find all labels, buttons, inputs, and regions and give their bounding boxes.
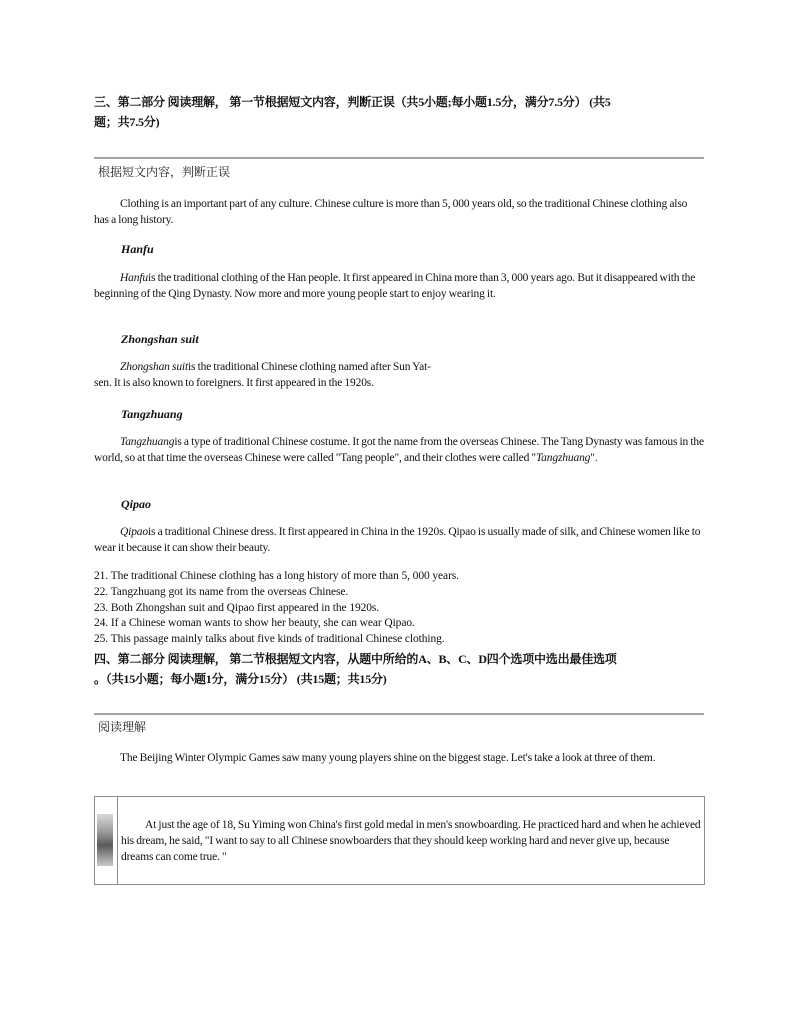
section3-heading-line1: 三、第二部分 阅读理解， 第一节根据短文内容，判断正误（共5小题;每小题1.5分，满分7.5分） (共5 <box>94 95 611 109</box>
tangzhuang-quote-word: Tangzhuang <box>535 451 591 464</box>
qipao-title: Qipao <box>121 497 151 511</box>
section4-subhead: 阅读理解 <box>98 720 147 734</box>
zhongshan-text-line1: is the traditional Chinese clothing named after Sun Yat- <box>188 361 431 373</box>
section4-heading-line2: 。（共15小题；每小题1分，满分15分） (共15题；共15分) <box>94 672 387 686</box>
divider <box>94 157 704 159</box>
section3-heading <box>94 92 704 132</box>
tangzhuang-lead: Tangzhuang <box>120 436 175 448</box>
qipao-lead: Qipao <box>120 526 149 538</box>
question-23: 23. Both Zhongshan suit and Qipao first appeared in the 1920s. <box>94 601 380 614</box>
qipao-text: is a traditional Chinese dress. It first appeared in China in the 1920s. Qipao is usually made of silk, and Chinese women like to wear it because it can show their beauty. <box>94 526 701 554</box>
tangzhuang-text-end: ". <box>590 451 598 464</box>
hanfu-title: Hanfu <box>121 242 154 256</box>
section4-heading-line1: 四、第二部分 阅读理解， 第二节根据短文内容，从题中所给的A、B、C、D四个选项中选出最佳选项 <box>94 652 617 666</box>
photo-cell <box>95 797 118 884</box>
reading-intro: The Beijing Winter Olympic Games saw many young players shine on the biggest stage. Let's take a look at three of them. <box>120 752 656 764</box>
athlete-photo <box>97 814 113 866</box>
hanfu-lead: Hanfu <box>120 272 149 284</box>
zhongshan-text-line2: sen. It is also known to foreigners. It first appeared in the 1920s. <box>94 376 374 389</box>
zhongshan-lead: Zhongshan suit <box>120 361 189 373</box>
question-25: 25. This passage mainly talks about five kinds of traditional Chinese clothing. <box>94 633 445 646</box>
tangzhuang-text: is a type of traditional Chinese costume. It got the name from the overseas Chinese. The Tang Dynasty was famous in the world, so at that time the overseas Chinese were called "Tang people", and their clothes were called " <box>94 436 704 464</box>
hanfu-text: is the traditional clothing of the Han people. It first appeared in China more than 3, 000 years ago. But it disappeared with the beginning of the Qing Dynasty. Now more and more young people start to enjoy wearing it. <box>94 272 696 300</box>
section3-subhead: 根据短文内容，判断正误 <box>98 165 231 179</box>
question-24: 24. If a Chinese woman wants to show her beauty, she can wear Qipao. <box>94 617 415 630</box>
question-22: 22. Tangzhuang got its name from the overseas Chinese. <box>94 585 349 598</box>
passage-intro: Clothing is an important part of any culture. Chinese culture is more than 5, 000 years old, so the traditional Chinese clothing also has a long history. <box>94 198 688 226</box>
section3-heading-line2: 题；共7.5分) <box>94 115 160 129</box>
qipao-paragraph <box>94 525 704 556</box>
passage-box <box>94 796 705 885</box>
zhongshan-title: Zhongshan suit <box>121 332 199 346</box>
question-list <box>94 569 459 648</box>
zhongshan-paragraph <box>94 360 704 391</box>
tangzhuang-paragraph <box>94 435 704 466</box>
su-yiming-paragraph: At just the age of 18, Su Yiming won China's first gold medal in men's snowboarding. He practiced hard and when he achieved his dream, he said, "I want to say to all Chinese snowboarders that they should keep working hard and never give up, because dreams can come true. " <box>121 819 701 863</box>
hanfu-paragraph <box>94 271 704 302</box>
question-21: 21. The traditional Chinese clothing has a long history of more than 5, 000 years. <box>94 570 459 582</box>
tangzhuang-title: Tangzhuang <box>121 407 183 421</box>
divider <box>94 713 704 715</box>
section4-heading <box>94 649 704 689</box>
